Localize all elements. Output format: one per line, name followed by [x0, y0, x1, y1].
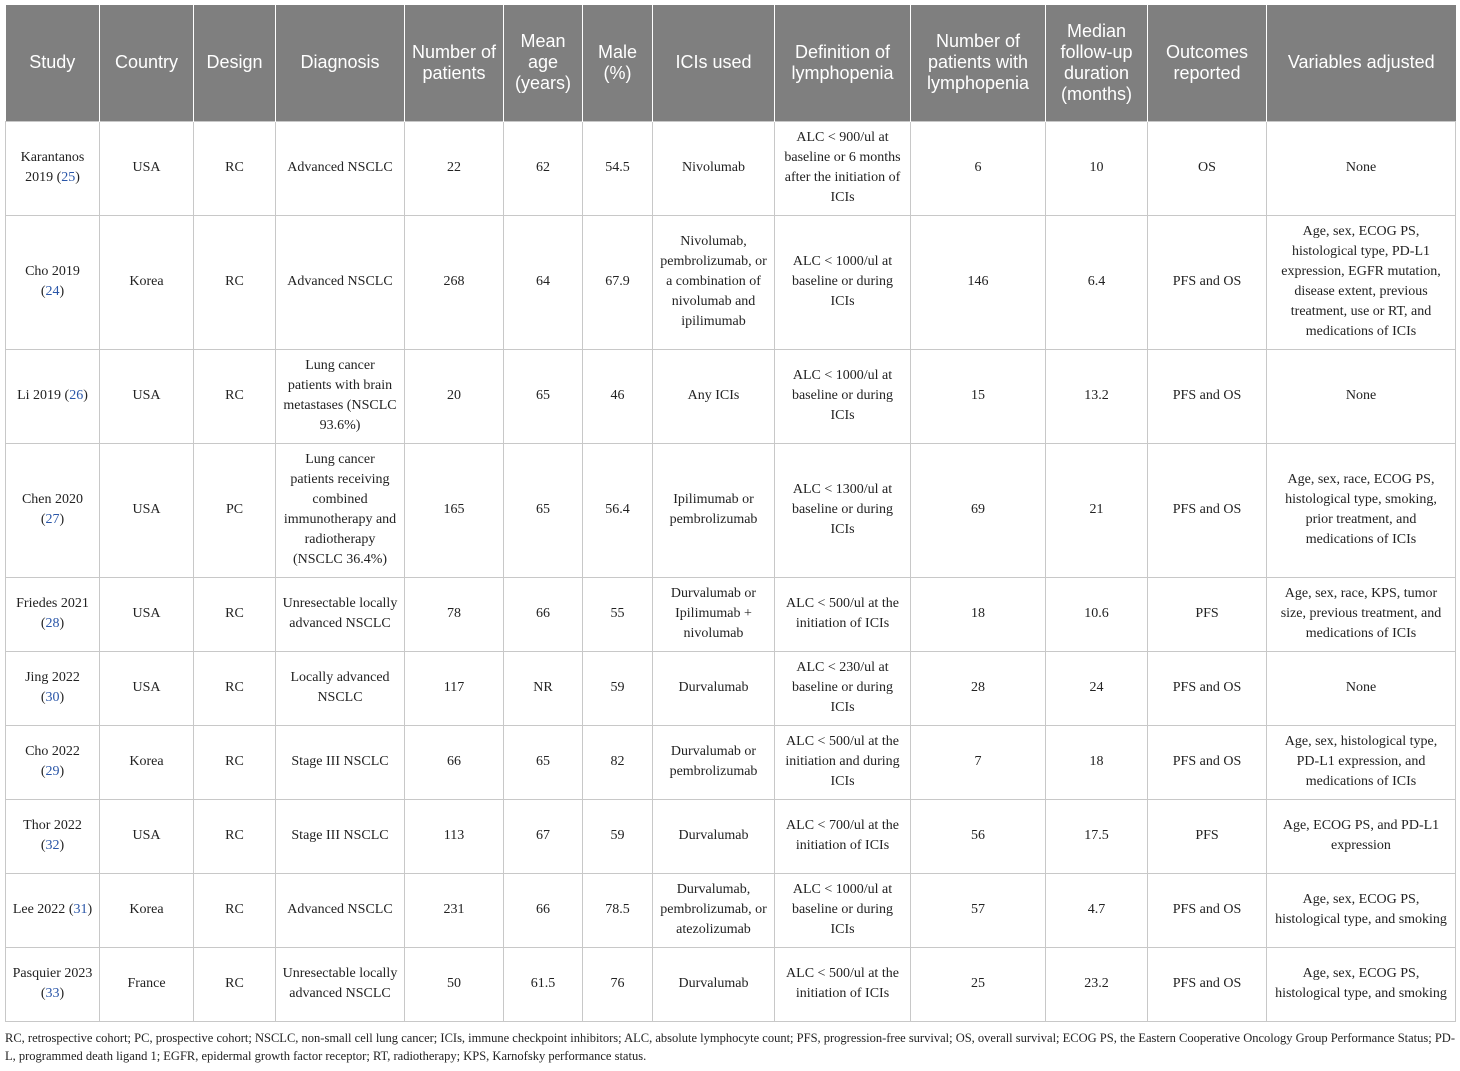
table-body — [6, 121, 1456, 1021]
reference-link[interactable]: 25 — [61, 170, 76, 185]
header-male-percent: Male (%) — [583, 5, 653, 121]
cell-lymphopenia-definition: ALC < 900/ul at baseline or 6 months after the initiation of ICIs — [775, 121, 911, 215]
cell-mean-age: 61.5 — [504, 947, 583, 1021]
cell-mean-age: 65 — [504, 725, 583, 799]
cell-study: Chen 2020 (27) — [6, 443, 100, 577]
header-study: Study — [6, 5, 100, 121]
reference-link[interactable]: 28 — [45, 616, 60, 631]
cell-patients-with-lymphopenia: 56 — [911, 799, 1046, 873]
cell-study: Li 2019 (26) — [6, 349, 100, 443]
cell-mean-age: 66 — [504, 577, 583, 651]
cell-outcomes-reported: PFS and OS — [1148, 873, 1267, 947]
cell-median-follow-up: 4.7 — [1046, 873, 1148, 947]
cell-median-follow-up: 13.2 — [1046, 349, 1148, 443]
header-design: Design — [194, 5, 276, 121]
cell-patients-with-lymphopenia: 57 — [911, 873, 1046, 947]
cell-study: Jing 2022 (30) — [6, 651, 100, 725]
table-row — [6, 651, 1456, 725]
header-definition-of-lymphopenia: Definition of lymphopenia — [775, 5, 911, 121]
cell-number-of-patients: 50 — [405, 947, 504, 1021]
cell-patients-with-lymphopenia: 25 — [911, 947, 1046, 1021]
cell-number-of-patients: 231 — [405, 873, 504, 947]
cell-icis-used: Nivolumab, pembrolizumab, or a combination of nivolumab and ipilimumab — [653, 215, 775, 349]
cell-diagnosis: Advanced NSCLC — [276, 121, 405, 215]
cell-country: USA — [100, 121, 194, 215]
cell-study: Karantanos 2019 (25) — [6, 121, 100, 215]
cell-number-of-patients: 66 — [405, 725, 504, 799]
cell-lymphopenia-definition: ALC < 500/ul at the initiation and during ICIs — [775, 725, 911, 799]
cell-diagnosis: Unresectable locally advanced NSCLC — [276, 577, 405, 651]
cell-design: RC — [194, 799, 276, 873]
cell-number-of-patients: 268 — [405, 215, 504, 349]
cell-study: Friedes 2021 (28) — [6, 577, 100, 651]
reference-link[interactable]: 32 — [45, 838, 60, 853]
cell-icis-used: Ipilimumab or pembrolizumab — [653, 443, 775, 577]
table-row — [6, 121, 1456, 215]
cell-mean-age: 67 — [504, 799, 583, 873]
header-row — [6, 5, 1456, 121]
cell-patients-with-lymphopenia: 15 — [911, 349, 1046, 443]
cell-study: Lee 2022 (31) — [6, 873, 100, 947]
cell-design: RC — [194, 947, 276, 1021]
cell-diagnosis: Advanced NSCLC — [276, 215, 405, 349]
reference-link[interactable]: 26 — [69, 388, 84, 403]
reference-link[interactable]: 24 — [45, 284, 60, 299]
cell-country: Korea — [100, 725, 194, 799]
header-median-follow-up: Median follow-up duration (months) — [1046, 5, 1148, 121]
cell-median-follow-up: 18 — [1046, 725, 1148, 799]
cell-design: RC — [194, 873, 276, 947]
cell-number-of-patients: 165 — [405, 443, 504, 577]
cell-median-follow-up: 23.2 — [1046, 947, 1148, 1021]
cell-design: RC — [194, 349, 276, 443]
cell-number-of-patients: 78 — [405, 577, 504, 651]
cell-male-percent: 46 — [583, 349, 653, 443]
cell-variables-adjusted: Age, sex, histological type, PD-L1 expression, and medications of ICIs — [1267, 725, 1456, 799]
cell-country: USA — [100, 577, 194, 651]
cell-variables-adjusted: Age, ECOG PS, and PD-L1 expression — [1267, 799, 1456, 873]
header-icis-used: ICIs used — [653, 5, 775, 121]
cell-number-of-patients: 20 — [405, 349, 504, 443]
cell-median-follow-up: 6.4 — [1046, 215, 1148, 349]
cell-male-percent: 76 — [583, 947, 653, 1021]
cell-diagnosis: Advanced NSCLC — [276, 873, 405, 947]
cell-design: RC — [194, 121, 276, 215]
cell-variables-adjusted: None — [1267, 121, 1456, 215]
cell-variables-adjusted: Age, sex, ECOG PS, histological type, and smoking — [1267, 947, 1456, 1021]
cell-patients-with-lymphopenia: 28 — [911, 651, 1046, 725]
table-footnote: RC, retrospective cohort; PC, prospective cohort; NSCLC, non-small cell lung cancer; ICIs, immune checkpoint inhibitors; ALC, absolute lymphocyte count; PFS, progression-free survival; OS, overall survival; ECOG PS, the Eastern Cooperative Oncology Group Performance Status; PD-L, programmed death ligand 1; EGFR, epidermal growth factor receptor; RT, radiotherapy; KPS, Karnofsky performance status. — [5, 1031, 1455, 1063]
cell-outcomes-reported: PFS and OS — [1148, 651, 1267, 725]
cell-design: RC — [194, 725, 276, 799]
cell-male-percent: 59 — [583, 651, 653, 725]
reference-link[interactable]: 30 — [45, 690, 60, 705]
cell-diagnosis: Stage III NSCLC — [276, 799, 405, 873]
table-row — [6, 873, 1456, 947]
cell-number-of-patients: 113 — [405, 799, 504, 873]
cell-design: RC — [194, 215, 276, 349]
cell-country: Korea — [100, 873, 194, 947]
cell-outcomes-reported: PFS and OS — [1148, 215, 1267, 349]
cell-country: USA — [100, 349, 194, 443]
cell-median-follow-up: 10.6 — [1046, 577, 1148, 651]
study-name: Thor 2022 — [23, 818, 82, 833]
cell-male-percent: 78.5 — [583, 873, 653, 947]
header-country: Country — [100, 5, 194, 121]
cell-diagnosis: Unresectable locally advanced NSCLC — [276, 947, 405, 1021]
header-number-of-patients: Number of patients — [405, 5, 504, 121]
cell-variables-adjusted: Age, sex, ECOG PS, histological type, PD-L1 expression, EGFR mutation, disease extent, previous treatment, use or RT, and medications of ICIs — [1267, 215, 1456, 349]
study-characteristics-table — [5, 5, 1456, 1022]
header-diagnosis: Diagnosis — [276, 5, 405, 121]
cell-country: France — [100, 947, 194, 1021]
cell-mean-age: 65 — [504, 443, 583, 577]
cell-icis-used: Durvalumab or pembrolizumab — [653, 725, 775, 799]
study-name: Jing 2022 — [25, 670, 80, 685]
cell-patients-with-lymphopenia: 146 — [911, 215, 1046, 349]
study-name: Karantanos 2019 — [20, 150, 85, 185]
cell-variables-adjusted: Age, sex, ECOG PS, histological type, and smoking — [1267, 873, 1456, 947]
cell-country: USA — [100, 443, 194, 577]
header-mean-age: Mean age (years) — [504, 5, 583, 121]
cell-male-percent: 56.4 — [583, 443, 653, 577]
study-characteristics-table-container — [5, 5, 1455, 1022]
cell-median-follow-up: 10 — [1046, 121, 1148, 215]
cell-icis-used: Any ICIs — [653, 349, 775, 443]
cell-lymphopenia-definition: ALC < 1000/ul at baseline or during ICIs — [775, 215, 911, 349]
cell-outcomes-reported: OS — [1148, 121, 1267, 215]
cell-male-percent: 82 — [583, 725, 653, 799]
cell-icis-used: Durvalumab — [653, 947, 775, 1021]
cell-median-follow-up: 17.5 — [1046, 799, 1148, 873]
cell-lymphopenia-definition: ALC < 500/ul at the initiation of ICIs — [775, 947, 911, 1021]
table-row — [6, 215, 1456, 349]
cell-variables-adjusted: None — [1267, 349, 1456, 443]
cell-median-follow-up: 21 — [1046, 443, 1148, 577]
cell-male-percent: 67.9 — [583, 215, 653, 349]
table-row — [6, 349, 1456, 443]
cell-study: Cho 2022 (29) — [6, 725, 100, 799]
table-row — [6, 443, 1456, 577]
cell-mean-age: 64 — [504, 215, 583, 349]
cell-lymphopenia-definition: ALC < 230/ul at baseline or during ICIs — [775, 651, 911, 725]
cell-variables-adjusted: Age, sex, race, ECOG PS, histological type, smoking, prior treatment, and medications of ICIs — [1267, 443, 1456, 577]
cell-lymphopenia-definition: ALC < 500/ul at the initiation of ICIs — [775, 577, 911, 651]
study-name: Chen 2020 — [21, 492, 84, 507]
cell-variables-adjusted: Age, sex, race, KPS, tumor size, previous treatment, and medications of ICIs — [1267, 577, 1456, 651]
cell-mean-age: 65 — [504, 349, 583, 443]
cell-patients-with-lymphopenia: 18 — [911, 577, 1046, 651]
table-row — [6, 947, 1456, 1021]
reference-link[interactable]: 33 — [45, 986, 60, 1001]
cell-country: USA — [100, 651, 194, 725]
cell-outcomes-reported: PFS and OS — [1148, 443, 1267, 577]
table-row — [6, 799, 1456, 873]
cell-variables-adjusted: None — [1267, 651, 1456, 725]
cell-outcomes-reported: PFS and OS — [1148, 349, 1267, 443]
cell-outcomes-reported: PFS — [1148, 799, 1267, 873]
cell-median-follow-up: 24 — [1046, 651, 1148, 725]
reference-link[interactable]: 31 — [73, 902, 88, 917]
cell-mean-age: NR — [504, 651, 583, 725]
cell-lymphopenia-definition: ALC < 700/ul at the initiation of ICIs — [775, 799, 911, 873]
cell-icis-used: Nivolumab — [653, 121, 775, 215]
cell-study: Pasquier 2023 (33) — [6, 947, 100, 1021]
cell-diagnosis: Stage III NSCLC — [276, 725, 405, 799]
cell-patients-with-lymphopenia: 7 — [911, 725, 1046, 799]
cell-study: Thor 2022 (32) — [6, 799, 100, 873]
header-patients-with-lymphopenia: Number of patients with lymphopenia — [911, 5, 1046, 121]
header-variables-adjusted: Variables adjusted — [1267, 5, 1456, 121]
cell-number-of-patients: 22 — [405, 121, 504, 215]
cell-lymphopenia-definition: ALC < 1000/ul at baseline or during ICIs — [775, 873, 911, 947]
cell-diagnosis: Lung cancer patients receiving combined immunotherapy and radiotherapy (NSCLC 36.4%) — [276, 443, 405, 577]
study-name: Friedes 2021 — [16, 596, 89, 611]
cell-icis-used: Durvalumab or Ipilimumab + nivolumab — [653, 577, 775, 651]
study-name: Li 2019 — [17, 388, 62, 403]
cell-mean-age: 66 — [504, 873, 583, 947]
cell-number-of-patients: 117 — [405, 651, 504, 725]
reference-link[interactable]: 27 — [45, 512, 60, 527]
study-name: Cho 2022 — [25, 744, 80, 759]
cell-mean-age: 62 — [504, 121, 583, 215]
cell-outcomes-reported: PFS and OS — [1148, 947, 1267, 1021]
cell-study: Cho 2019 (24) — [6, 215, 100, 349]
table-row — [6, 577, 1456, 651]
cell-outcomes-reported: PFS — [1148, 577, 1267, 651]
study-name: Cho 2019 — [25, 264, 80, 279]
cell-icis-used: Durvalumab — [653, 651, 775, 725]
cell-country: USA — [100, 799, 194, 873]
cell-diagnosis: Locally advanced NSCLC — [276, 651, 405, 725]
header-outcomes-reported: Outcomes reported — [1148, 5, 1267, 121]
cell-lymphopenia-definition: ALC < 1300/ul at baseline or during ICIs — [775, 443, 911, 577]
cell-male-percent: 54.5 — [583, 121, 653, 215]
cell-design: PC — [194, 443, 276, 577]
cell-design: RC — [194, 651, 276, 725]
cell-design: RC — [194, 577, 276, 651]
cell-patients-with-lymphopenia: 69 — [911, 443, 1046, 577]
cell-country: Korea — [100, 215, 194, 349]
cell-male-percent: 59 — [583, 799, 653, 873]
table-row — [6, 725, 1456, 799]
cell-diagnosis: Lung cancer patients with brain metastases (NSCLC 93.6%) — [276, 349, 405, 443]
cell-icis-used: Durvalumab — [653, 799, 775, 873]
cell-icis-used: Durvalumab, pembrolizumab, or atezolizumab — [653, 873, 775, 947]
cell-male-percent: 55 — [583, 577, 653, 651]
study-name: Lee 2022 — [12, 902, 66, 917]
cell-patients-with-lymphopenia: 6 — [911, 121, 1046, 215]
reference-link[interactable]: 29 — [45, 764, 60, 779]
study-name: Pasquier 2023 — [12, 966, 93, 981]
cell-lymphopenia-definition: ALC < 1000/ul at baseline or during ICIs — [775, 349, 911, 443]
cell-outcomes-reported: PFS and OS — [1148, 725, 1267, 799]
